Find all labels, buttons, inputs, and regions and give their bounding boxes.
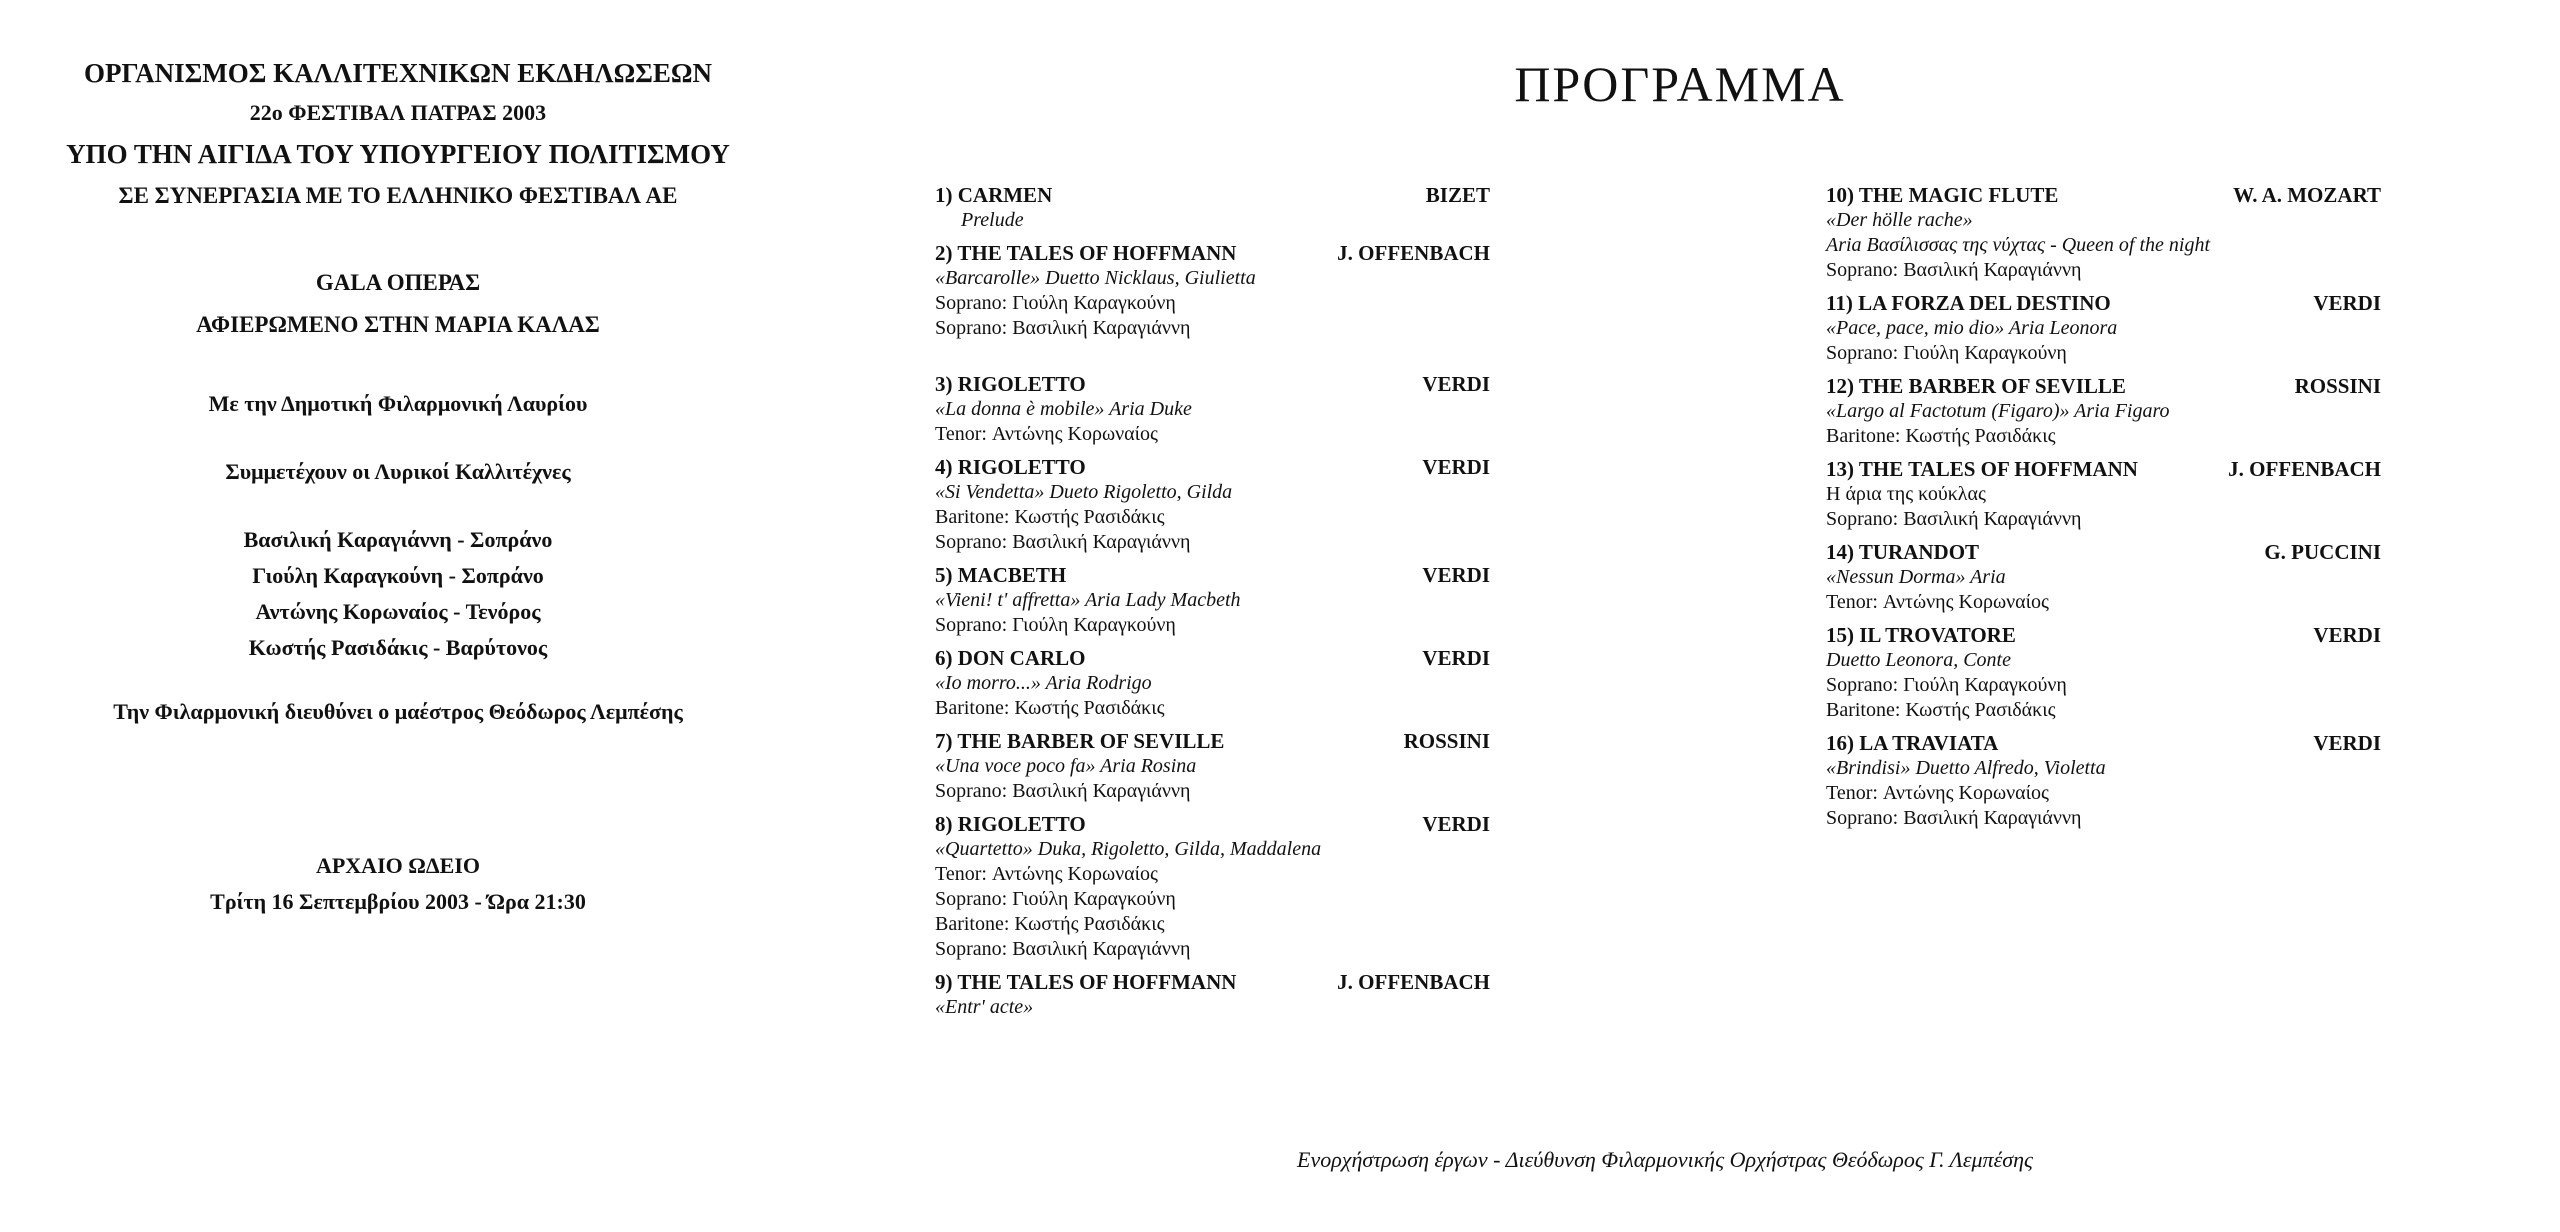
performer-line: Tenor: Αντώνης Κορωναίος: [935, 863, 1158, 885]
philharmonic-line: Με την Δημοτική Φιλαρμονική Λαυρίου: [208, 391, 588, 416]
work-title: 3) RIGOLETTO: [935, 372, 1086, 396]
composer-name: J. OFFENBACH: [1337, 970, 1490, 994]
work-title: 6) DON CARLO: [935, 646, 1086, 670]
program-item: [935, 240, 1490, 341]
program-item-header: [935, 182, 1490, 208]
composer-name: J. OFFENBACH: [1337, 241, 1490, 265]
performer-line: Soprano: Γιούλη Καραγκούνη: [935, 614, 1176, 636]
aria-description: Duetto Leonora, Conte: [1826, 649, 2011, 671]
organizer-heading: ΟΡΓΑΝΙΣΜΟΣ ΚΑΛΛΙΤΕΧΝΙΚΩΝ ΕΚΔΗΛΩΣΕΩΝ: [84, 58, 712, 88]
aria-description: Prelude: [961, 209, 1024, 231]
composer-name: W. A. MOZART: [2233, 183, 2381, 207]
work-title: 5) MACBETH: [935, 563, 1067, 587]
work-title: 9) THE TALES OF HOFFMANN: [935, 970, 1237, 994]
program-item-header: [1826, 182, 2381, 208]
work-title: 10) THE MAGIC FLUTE: [1826, 183, 2059, 207]
program-item: [1826, 456, 2381, 532]
performer-line: Soprano: Γιούλη Καραγκούνη: [1826, 674, 2067, 696]
aria-description: «Io morro...» Aria Rodrigo: [935, 672, 1152, 694]
composer-name: VERDI: [1422, 812, 1490, 836]
composer-name: VERDI: [2313, 731, 2381, 755]
artist-line: Γιούλη Καραγκούνη - Σοπράνο: [252, 563, 544, 588]
work-title: 12) THE BARBER OF SEVILLE: [1826, 374, 2126, 398]
orchestration-credit: Ενορχήστρωση έργων - Διεύθυνση Φιλαρμονικής Ορχήστρας Θεόδωρος Γ. Λεμπέσης: [1297, 1147, 2033, 1172]
program-item-header: [935, 371, 1490, 397]
aria-description: «Brindisi» Duetto Alfredo, Violetta: [1826, 757, 2106, 779]
performer-line: Soprano: Βασιλική Καραγιάννη: [1826, 508, 2082, 530]
aegis-heading: ΥΠΟ ΤΗΝ ΑΙΓΙΔΑ ΤΟΥ ΥΠΟΥΡΓΕΙΟΥ ΠΟΛΙΤΙΣΜΟΥ: [66, 139, 730, 169]
work-title: 11) LA FORZA DEL DESTINO: [1826, 291, 2111, 315]
work-title: 15) IL TROVATORE: [1826, 623, 2016, 647]
performer-line: Soprano: Γιούλη Καραγκούνη: [935, 292, 1176, 314]
program-item: [1826, 373, 2381, 449]
program-item: [1826, 182, 2381, 283]
composer-name: BIZET: [1425, 183, 1490, 207]
aria-description: «Una voce poco fa» Aria Rosina: [935, 755, 1197, 777]
artist-line: Κωστής Ρασιδάκις - Βαρύτονος: [248, 635, 548, 660]
program-item-header: [1826, 290, 2381, 316]
program-item-header: [1826, 730, 2381, 756]
work-title: 2) THE TALES OF HOFFMANN: [935, 241, 1237, 265]
aria-description: «Si Vendetta» Dueto Rigoletto, Gilda: [935, 481, 1233, 503]
program-item: [935, 645, 1490, 721]
program-item: [935, 371, 1490, 447]
participants-line: Συμμετέχουν οι Λυρικοί Καλλιτέχνες: [225, 459, 571, 484]
datetime-line: Τρίτη 16 Σεπτεμβρίου 2003 - Ώρα 21:30: [210, 889, 586, 914]
aria-description: «Pace, pace, mio dio» Aria Leonora: [1826, 317, 2118, 339]
program-column-right: [1826, 182, 2381, 831]
program-column-left: [935, 182, 1490, 1020]
program-item-header: [935, 454, 1490, 480]
conductor-line: Την Φιλαρμονική διευθύνει ο μαέστρος Θεόδωρος Λεμπέσης: [113, 699, 683, 724]
program-item: [935, 728, 1490, 804]
performer-line: Soprano: Γιούλη Καραγκούνη: [935, 888, 1176, 910]
program-item: [1826, 730, 2381, 831]
composer-name: VERDI: [1422, 646, 1490, 670]
work-title: 1) CARMEN: [935, 183, 1053, 207]
artist-line: Βασιλική Καραγιάννη - Σοπράνο: [243, 527, 553, 552]
composer-name: VERDI: [2313, 291, 2381, 315]
program-item: [935, 811, 1490, 962]
aria-description: «Entr' acte»: [935, 996, 1034, 1018]
event-info-column: [28, 52, 768, 920]
program-item-header: [935, 811, 1490, 837]
program-item: [935, 182, 1490, 233]
work-title: 8) RIGOLETTO: [935, 812, 1086, 836]
program-item-header: [935, 969, 1490, 995]
composer-name: G. PUCCINI: [2264, 540, 2381, 564]
cooperation-heading: ΣΕ ΣΥΝΕΡΓΑΣΙΑ ΜΕ ΤΟ ΕΛΛΗΝΙΚΟ ΦΕΣΤΙΒΑΛ ΑΕ: [118, 183, 678, 208]
program-item: [1826, 622, 2381, 723]
performer-line: Baritone: Κωστής Ρασιδάκις: [935, 506, 1165, 528]
work-title: 16) LA TRAVIATA: [1826, 731, 1999, 755]
aria-description: Aria Βασίλισσας της νύχτας - Queen of the night: [1826, 234, 2211, 256]
composer-name: VERDI: [1422, 372, 1490, 396]
program-item: [935, 562, 1490, 638]
composer-name: VERDI: [2313, 623, 2381, 647]
performer-line: Soprano: Γιούλη Καραγκούνη: [1826, 342, 2067, 364]
program-item-header: [1826, 456, 2381, 482]
gala-title: GALA ΟΠΕΡΑΣ: [315, 270, 481, 295]
performer-line: Soprano: Βασιλική Καραγιάννη: [935, 317, 1191, 339]
program-item-header: [935, 240, 1490, 266]
aria-description: «Vieni! t' affretta» Aria Lady Macbeth: [935, 589, 1241, 611]
program-item: [935, 969, 1490, 1020]
aria-description: «Der hölle rache»: [1826, 209, 1973, 231]
performer-line: Soprano: Βασιλική Καραγιάννη: [935, 780, 1191, 802]
program-title: ΠΡΟΓΡΑΜΜΑ: [1514, 56, 1846, 112]
program-item: [1826, 290, 2381, 366]
composer-name: ROSSINI: [1403, 729, 1490, 753]
performer-line: Tenor: Αντώνης Κορωναίος: [935, 423, 1158, 445]
performer-line: Baritone: Κωστής Ρασιδάκις: [935, 913, 1165, 935]
aria-description: «La donna è mobile» Aria Duke: [935, 398, 1192, 420]
performer-line: Tenor: Αντώνης Κορωναίος: [1826, 782, 2049, 804]
program-item-header: [1826, 373, 2381, 399]
work-title: 13) THE TALES OF HOFFMANN: [1826, 457, 2138, 481]
performer-line: Soprano: Βασιλική Καραγιάννη: [935, 531, 1191, 553]
program-item-header: [1826, 539, 2381, 565]
program-item-header: [935, 728, 1490, 754]
performer-line: Tenor: Αντώνης Κορωναίος: [1826, 591, 2049, 613]
festival-heading: 22ο ΦΕΣΤΙΒΑΛ ΠΑΤΡΑΣ 2003: [249, 100, 547, 125]
work-title: 4) RIGOLETTO: [935, 455, 1086, 479]
artist-line: Αντώνης Κορωναίος - Τενόρος: [255, 599, 541, 624]
performer-line: Soprano: Βασιλική Καραγιάννη: [1826, 807, 2082, 829]
performer-line: Baritone: Κωστής Ρασιδάκις: [935, 697, 1165, 719]
composer-name: ROSSINI: [2294, 374, 2381, 398]
performer-line: Baritone: Κωστής Ρασιδάκις: [1826, 699, 2056, 721]
aria-description: «Nessun Dorma» Aria: [1826, 566, 2006, 588]
composer-name: J. OFFENBACH: [2228, 457, 2381, 481]
aria-description: «Barcarolle» Duetto Nicklaus, Giulietta: [935, 267, 1256, 289]
performer-line: Baritone: Κωστής Ρασιδάκις: [1826, 425, 2056, 447]
program-item: [1826, 539, 2381, 615]
program-item-header: [935, 645, 1490, 671]
program-item-header: [1826, 622, 2381, 648]
composer-name: VERDI: [1422, 563, 1490, 587]
performer-line: Soprano: Βασιλική Καραγιάννη: [1826, 259, 2082, 281]
aria-description: «Quartetto» Duka, Rigoletto, Gilda, Maddalena: [935, 838, 1322, 860]
work-title: 7) THE BARBER OF SEVILLE: [935, 729, 1225, 753]
performer-line: Soprano: Βασιλική Καραγιάννη: [935, 938, 1191, 960]
work-title: 14) TURANDOT: [1826, 540, 1980, 564]
composer-name: VERDI: [1422, 455, 1490, 479]
performer-line: Η άρια της κούκλας: [1826, 483, 1986, 505]
venue-line: ΑΡΧΑΙΟ ΩΔΕΙΟ: [315, 853, 481, 878]
dedication-title: ΑΦΙΕΡΩΜΕΝΟ ΣΤΗΝ ΜΑΡΙΑ ΚΑΛΑΣ: [196, 312, 600, 337]
program-item: [935, 454, 1490, 555]
program-item-header: [935, 562, 1490, 588]
aria-description: «Largo al Factotum (Figaro)» Aria Figaro: [1826, 400, 2170, 422]
